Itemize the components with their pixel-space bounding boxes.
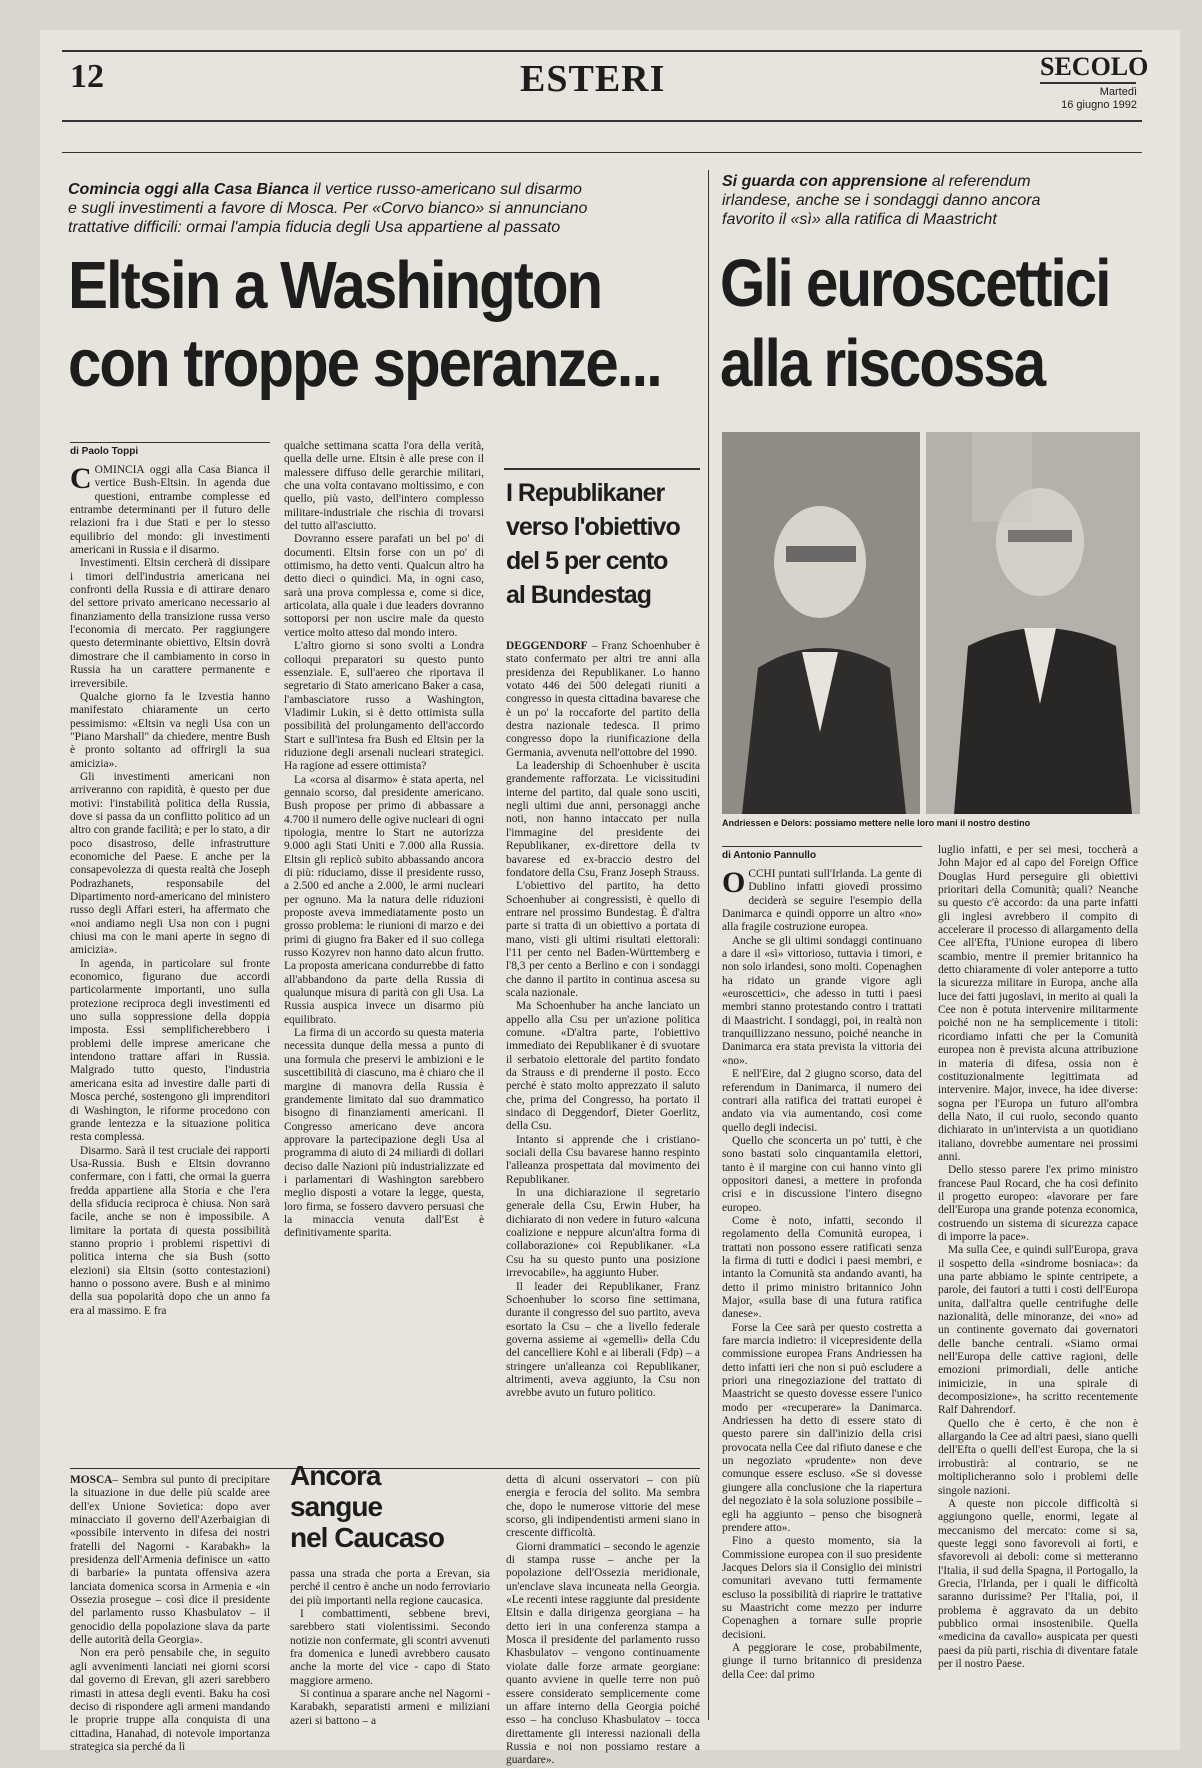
caucaso-headline-line1: Ancora: [290, 1460, 381, 1491]
caucaso-column-2: [290, 1568, 490, 1750]
republikaner-headline: [506, 476, 702, 612]
caucaso-headline: [290, 1460, 490, 1553]
header-top-rule: [62, 50, 1142, 52]
republikaner-body: [506, 640, 700, 1452]
right-byline-rule: [722, 846, 922, 847]
left-col1-p4: In agenda, in particolare sul fronte economico, figurano due accordi particolarmente importanti, uno sulla protezione reciproca degli investimenti ed uno sulla soppressione della doppia imposta. Essi semplificherebbero i problemi delle imprese americane che intendono trattare affari in Russia. Malgrado tutto questo, l'industria americana esita ad investire dalle parti di Mosca perché, sostengono gli imprenditori di Washington, le riforme procedono con grande lentezza e la situazione politica resta complessa.: [70, 957, 270, 1144]
caucaso-headline-line3: nel Caucaso: [290, 1522, 444, 1553]
right-col1-p0: CCHI puntati sull'Irlanda. La gente di Dublino infatti giovedì prossimo deciderà se seguire l'esempio della Danimarca e quindi opporre un altro «no» alla fragile costruzione europea.: [722, 868, 922, 934]
republikaner-p2: L'obiettivo del partito, ha detto Schoenhuber ai congressisti, è quello di entrare nel prossimo Bundestag. È d'altra parte si tratta di un obiettivo a portata di mano, visti gli ultimi risultati elettorali: l'11 per cento nel Baden-Württemberg e l'8,3 per cento a Berlino e con i sondaggi che danno il partito in continua ascesa su scala nazionale.: [506, 880, 700, 999]
right-byline: di Antonio Pannullo: [722, 850, 817, 861]
right-col1-p7: A peggiorare le cose, probabilmente, giunge il turno britannico di presidenza della Cee: dal primo: [722, 1641, 922, 1681]
left-col1-p0: OMINCIA oggi alla Casa Bianca il vertice Bush-Eltsin. In agenda due questioni, entrambe complesse ed entrambe determinanti per il futuro delle relazioni fra i due Stati e per lo stesso equilibrio del mondo: gli investimenti americani in Russia e il disarmo.: [70, 464, 270, 557]
right-drop-cap: O: [722, 866, 746, 899]
republikaner-headline-line1: I Republikaner: [506, 479, 665, 507]
left-col2-p3: La «corsa al disarmo» è stata aperta, nel gennaio scorso, dal presidente americano. Bush propose per primo di abbassare a 4.700 il numero delle ogive nucleari di ogni tipologia, mentre lo Start ne autorizza 9.000 agli Stati Uniti e 7.000 alla Russia. Eltsin gli replicò subito abbassando ancora di più: riduciamo, disse il presidente russo, a 2.500 ed anche a 2.000, le armi nucleari per ognuno. Ma la natura delle riduzioni proposte aveva immediatamente posto un grosso problema: le riunioni di marzo e dei primi di giugno fra Baker ed il suo collega russo Kozyrev non hanno dato alcun frutto. La proposta americana condurrebbe di fatto all'abbandono da parte della Russia di qualunque misura di parità con gli Usa. La Russia auspica invece un disarmo più equilibrato.: [284, 773, 484, 1026]
republikaner-headline-line2: verso l'obiettivo: [506, 513, 680, 541]
right-story-kicker: [722, 172, 1142, 229]
republikaner-p0: – Franz Schoenhuber è stato confermato per altri tre anni alla presidenza dei Republikaner. Lo hanno votato 446 dei 500 delegati riuniti a congresso in questa cittadina bavarese che è un po' la roccaforte del partito della destra nazionale tedesca. Il primo congresso dopo la riunificazione della Germania, avvenuta nell'ottobre del 1990.: [506, 640, 700, 759]
caucaso-col3-p1: Giorni drammatici – secondo le agenzie di stampa russe – anche per la popolazione dell'Ossezia meridionale, un'enclave slava incuneata nella Georgia. «Le recenti intese raggiunte dal presidente Eltsin e dalla dirigenza georgiana – ha detto ieri in una conferenza stampa a Mosca il presidente del parlamento russo Khasbulatov – vengono continuamente violate dalle forze armate georgiane: quanto avviene in quelle terre non può essere considerato semplicemente come un affare interno della Georgia poiché esso – ha concluso Khasbulatov – tocca direttamente gli interessi nazionali della Russia e noi non possiamo restare a guardare».: [506, 1540, 700, 1767]
right-col1-p1: Anche se gli ultimi sondaggi continuano a dare il «sì» vittorioso, tuttavia i timori, e non solo irlandesi, sono molti. Copenaghen ha ridato un grande vigore agli «euroscettici», che adesso in tutti i paesi membri stanno protestando contro i trattati di Maastricht. I sondaggi, poi, in realtà non tranquillizzano nessuno, poiché neanche in Danimarca era stata prevista la vittoria dei «no».: [722, 934, 922, 1067]
left-kicker-line2: e sugli investimenti a favore di Mosca. Per «Corvo bianco» si annunciano: [68, 200, 588, 217]
right-col2-p1: Dello stesso parere l'ex primo ministro francese Paul Rocard, che ha così definito il progetto europeo: «lavorare per fare dell'Europa una grande potenza economica, costruendo un sistema di sicurezza capace di imporre la pace».: [938, 1164, 1138, 1243]
caucaso-col3-p0: detta di alcuni osservatori – con più energia e ferocia del solito. Ma sembra che, dopo le numerose vittorie del mese scorso, gli indipendentisti armeni siano in crescente difficoltà.: [506, 1474, 700, 1540]
issue-full-date: 16 giugno 1992: [1061, 99, 1137, 111]
left-col2-p2: L'altro giorno si sono svolti a Londra colloqui preparatori su questo punto essenziale. E, sull'aereo che riportava il segretario di Stato americano Baker a casa, l'ambasciatore russo a Washington, Vladimir Lukin, si è detto ottimista sulla possibilità del prolungamento dell'accordo Start e sull'intesa fra Bush ed Eltsin per la riduzione degli arsenali nucleari strategici. Ha ragione ad essere ottimista?: [284, 640, 484, 773]
andriessen-delors-photo: [722, 432, 1140, 814]
page-number: 12: [70, 58, 104, 95]
column-divider-main: [708, 170, 709, 1720]
left-byline-rule: [70, 442, 270, 443]
right-col1-p2: E nell'Eire, dal 2 giugno scorso, data del referendum in Danimarca, il numero dei contrari alla ratifica dei trattati europei è andato via via aumentando, così come quello degli indecisi.: [722, 1068, 922, 1134]
photo-illustration: [722, 432, 1140, 814]
right-story-column-2: [938, 844, 1138, 1750]
masthead-underline: [1040, 82, 1136, 84]
left-byline: di Paolo Toppi: [70, 446, 139, 457]
issue-day: Martedì: [1099, 86, 1137, 98]
republikaner-top-rule: [504, 468, 700, 470]
right-kicker-line1: al referendum: [931, 173, 1031, 190]
caucaso-col2-p0: passa una strada che porta a Erevan, sia perché il centro è anche un nodo ferroviario dei più importanti nella regione caucasica.: [290, 1568, 490, 1607]
frame-top-rule: [62, 152, 1142, 153]
left-col2-p0: qualche settimana scatta l'ora della verità, quella delle urne. Eltsin è alle prese con il malessere diffuso delle gerarchie militari, che una volta contavano moltissimo, e con quello, più vasto, dell'intero complesso militare-industriale che rischia di trovarsi del tutto all'asciutto.: [284, 440, 484, 533]
left-headline-line2: con troppe speranze...: [68, 325, 661, 401]
right-col2-p4: A queste non piccole difficoltà si aggiungono quelle, enormi, legate al meccanismo del mercato: come si sa, queste leggi sono favorevoli ai forti, e sfavorevoli ai deboli: come si metteranno l'Italia, il sud della Spagna, il Portogallo, la Grecia, l'Irlanda, per i quali le difficoltà saranno durissime? Per l'Italia, poi, il problema è aggravato da un debito pubblico ormai insostenibile. Quella «medicina da cavallo» auspicata per questi paesi da più parti, rischia di diventare fatale per il nostro Paese.: [938, 1497, 1138, 1670]
section-title: ESTERI: [520, 58, 666, 100]
left-col1-p5: Disarmo. Sarà il test cruciale dei rapporti Usa-Russia. Bush e Eltsin dovranno confermare, con i fatti, che ormai la guerra fredda appartiene alla Storia e che l'era della sfiducia reciproca è chiusa. Non sarà facile, anche se non è impossibile. A limitare la portata di questa possibilità stanno proprio i problemi rispettivi di politica interna che sia Bush (sotto elezioni) sia Eltsin (sotto contestazioni) hanno o possono avere. Bush e al minimo della sua popolarità dopo che un anno fa era al massimo. E fra: [70, 1144, 270, 1317]
left-story-kicker: [68, 180, 638, 237]
caucaso-col2-p2: Si continua a sparare anche nel Nagorni - Karabakh, separatisti armeni e miliziani azeri si battono – a: [290, 1688, 490, 1727]
republikaner-p1: La leadership di Schoenhuber è uscita grandemente rafforzata. Le vicissitudini interne del partito, dal quale sono usciti, negli ultimi due anni, personaggi anche noti, non hanno intaccato per nulla l'immagine del presidente dei Republikaner, ex-direttore della tv bavarese ed ex-braccio destro del fondatore della Csu, Franz Joseph Strauss.: [506, 760, 700, 879]
right-col1-p6: Fino a questo momento, sia la Commissione europea con il suo presidente Jacques Delors sia il Consiglio dei ministri comunitari avevano tutti fermamente escluso la possibilità di riaprire le trattative su Maastricht come mezzo per indurre Copenaghen a tornare sulle proprie decisioni.: [722, 1535, 922, 1641]
right-col2-p2: Ma sulla Cee, e quindi sull'Europa, grava il sospetto della «sindrome bosniaca»: da una parte abbiamo le spinte centripete, a parole, dei fautori a tutti i costi dell'Europa unita, dall'altra quelle centrifughe delle nazionalità, delle minoranze, dei «no» ad un continente governato dai governatori delle banche centrali. «Siamo ormai nell'Europa delle cattive ragioni, delle emozioni primordiali, delle antiche inimicizie, in una spirale di decomposizione», ha scritto recentemente Ralf Dahrendorf.: [938, 1244, 1138, 1417]
left-drop-cap: C: [70, 462, 92, 495]
left-story-column-2: [284, 440, 484, 1464]
right-headline-line1: Gli euroscettici: [720, 245, 1110, 321]
republikaner-p4: Intanto si apprende che i cristiano-sociali della Csu bavarese hanno respinto l'alleanza prospettata dal movimento dei Republikaner.: [506, 1133, 700, 1186]
right-col2-p0: luglio infatti, e per sei mesi, toccherà a John Major ed al capo del Foreign Office Douglas Hurd perseguire gli obiettivi prioritari della Comunità; quali? Neanche su questo c'è accordo: da una parte infatti gli inglesi avrebbero il compito di accelerare il processo di allargamento della Cee all'Efta, l'Unione europea di libero scambio, mentre il premier britannico ha detto chiaramente di voler anteporre a tutto la sicurezza militare in Europa, anche alla luce dei fatti jugoslavi, in merito ai quali la Cee non è potuta intervenire militarmente poiché non ne ha semplicemente i titoli: ricordiamo infatti che per la Comunità europea non è prevista alcuna attribuzione in materia di difesa, ossia non è costituzionalmente legittimata ad intervenire. Major, invece, ha idee diverse: sogna per l'Europa un futuro all'ombra della Nato, il cui ruolo, secondo quanto dichiarato in un'intervista a un quotidiano italiano, dovrebbe aumentare nei prossimi anni.: [938, 844, 1138, 1163]
left-col1-p1: Investimenti. Eltsin cercherà di dissipare i timori dell'industria americana nei confronti della Russia e di attirare denaro del settore privato americano necessario al finanziamento della transizione russa verso l'economia di mercato. Per raggiungere questo determinante obiettivo, Eltsin dovrà dimostrare che il cambiamento in corso in Russia ha un carattere permanente e irreversibile.: [70, 557, 270, 690]
right-story-column-1: [722, 868, 922, 1750]
caucaso-col1-p0: – Sembra sul punto di precipitare la situazione in due delle più scalde aree dell'ex Unione Sovietica: dopo aver minacciato il governo dell'Azerbaigian di «possibile intervento in difesa dei nostri fratelli del Nagorni - Karabakh» la presidenza dell'Armenia definisce un «atto di barbarie» la puntata offensiva azera lanciata domenica scorsa in Armenia e «in Ossezia prosegue – così dice il presidente del parlamento russo Khasbulatov – il genocidio della popolazione slava da parte delle autorità della Georgia».: [70, 1474, 270, 1647]
issue-date: [1040, 86, 1137, 112]
masthead: SECOLO: [1040, 52, 1149, 81]
caucaso-column-1: [70, 1474, 270, 1753]
right-col1-p4: Come è noto, infatti, secondo il regolamento della Comunità europea, i trattati non possono essere ratificati senza la firma di tutti e dodici i paesi membri, e intanto la Comunità sta andando avanti, ha detto il primo ministro britannico John Major, «sulla base di una futura ratifica danese».: [722, 1214, 922, 1321]
caucaso-col1-p1: Non era però pensabile che, in seguito agli avvenimenti lanciati nei giorni scorsi dal governo di Erevan, gli azeri sarebbero rimasti in attesa degli eventi. Baku ha così deciso di rispondere agli armeni mandando le proprie truppe alla conquista di una cittadina, Hanahad, di notevole importanza strategica sia perché da lì: [70, 1647, 270, 1753]
republikaner-p3: Ma Schoenhuber ha anche lanciato un appello alla Csu per un'azione politica comune. «D'altra parte, l'obiettivo immediato dei Republikaner è di svuotare il serbatoio elettorale del partito fondato da Strauss e di prenderne il posto. Ecco perché è stato molto apprezzato il saluto che, prima del Congresso, ha portato il sindaco di Deggendorf, Dieter Goerlitz, della Csu.: [506, 1000, 700, 1133]
caucaso-headline-line2: sangue: [290, 1491, 383, 1522]
right-kicker-line3: favorito il «sì» alla ratifica di Maastricht: [722, 211, 997, 228]
republikaner-headline-line4: al Bundestag: [506, 581, 651, 609]
left-story-column-1: [70, 464, 270, 1464]
republikaner-headline-line3: del 5 per cento: [506, 547, 668, 575]
left-headline-line1: Eltsin a Washington: [68, 247, 602, 323]
republikaner-p6: Il leader dei Republikaner, Franz Schoenhuber lo scorso fine settimana, durante il congresso del suo partito, aveva esortato la Csu – che a livello federale governa assieme ai «gemelli» della Cdu del cancelliere Kohl e ai liberali (Fdp) – a stringere un'alleanza coi Republikaner, altrimenti, aveva aggiunto, la Csu non avrebbe avuto un futuro politico.: [506, 1280, 700, 1400]
caucaso-dateline: MOSCA: [70, 1474, 113, 1486]
right-col2-p3: Quello che è certo, è che non è allargando la Cee ad altri paesi, siano quelli dell'Efta o quelli dell'est Europa, che la si irrobustirà: al contrario, se ne moltiplicheranno solo i problemi delle singole nazioni.: [938, 1417, 1138, 1497]
header-bottom-rule: [62, 120, 1142, 122]
left-kicker-line3: trattative difficili: ormai l'ampia fiducia degli Usa appartiene al passato: [68, 219, 561, 236]
right-headline-line2: alla riscossa: [720, 325, 1045, 401]
right-col1-p5: Forse la Cee sarà per questo costretta a fare marcia indietro: il vicepresidente della commissione europea Frans Andriessen ha detto infatti ieri che non si può escludere a priori una rinegoziazione del trattato di Maastricht se questo dovesse essere l'unico modo per «recuperare» la Danimarca. Andriessen ha detto di essere stato di questo parere sin dall'inizio della crisi provocata nella Cee dal rifiuto danese e che un negoziato «prudente» non deve comunque essere escluso. «Se si dovesse giungere alla conclusione che la riapertura del negoziato è la sola soluzione possibile – egli ha aggiunto – penso che bisognerà prendere atto».: [722, 1321, 922, 1534]
right-col1-p3: Quello che sconcerta un po' tutti, è che sono bastati solo cinquantamila elettori, tanto è il margine con cui hanno vinto gli oppositori danesi, a mettere in profonda crisi e in discussione l'intero disegno europeo.: [722, 1134, 922, 1214]
photo-caption: Andriessen e Delors: possiamo mettere nelle loro mani il nostro destino: [722, 818, 1031, 828]
right-kicker-line2: irlandese, anche se i sondaggi danno ancora: [722, 192, 1041, 209]
left-kicker-line1: il vertice russo-americano sul disarmo: [313, 181, 582, 198]
republikaner-p5: In una dichiarazione il segretario generale della Csu, Erwin Huber, ha dichiarato di non vedere in futuro «alcuna coalizione e neppure alcun'altra forma di collaborazione» coi Republikaner. «La Csu ha su questo punto una posizione irrevocabile», ha aggiunto Huber.: [506, 1187, 700, 1280]
right-kicker-bold: Si guarda con apprensione: [722, 173, 928, 190]
republikaner-dateline: DEGGENDORF: [506, 640, 588, 652]
left-col1-p2: Qualche giorno fa le Izvestia hanno manifestato chiaramente un certo pessimismo: «Eltsin va negli Usa con un "Piano Marshall" da chiedere, mentre Bush è pronto soltanto ad offrirgli la sua amicizia».: [70, 690, 270, 770]
caucaso-col2-p1: I combattimenti, sebbene brevi, sarebbero stati violentissimi. Secondo notizie non confermate, gli scontri avvenuti fra domenica e lunedì avrebbero causato anche la morte del vice - capo di Stato maggiore armeno.: [290, 1608, 490, 1687]
left-col1-p3: Gli investimenti americani non arriveranno con rapidità, è questo per due motivi: l'instabilità politica della Russia, dove si passa da un conflitto politico ad un altro con grande facilità; e per lo stato, a dir poco disastroso, delle infrastrutture economiche del Paese. E anche per la consapevolezza di questa realtà che Joseph Podrazhanets, responsabile del Dipartimento nord-americano del ministero russo degli Affari esteri, ha affermato che «noi andiamo negli Usa non con i pugni chiusi ma con le mani aperte in segno di amicizia».: [70, 770, 270, 957]
left-col2-p1: Dovranno essere parafati un bel po' di documenti. Eltsin forse con un po' di ottimismo, ha detto venti. Qualcun altro ha detto dieci o quindici. Ma, in ogni caso, sarà una prova complessa e, come si dice, articolata, alla quale i due leaders dovranno sottoporsi per non uscire male da questo vertice molto atteso dal mondo intero.: [284, 533, 484, 639]
left-col2-p4: La firma di un accordo su questa materia necessita dunque della messa a punto di una formula che preservi le ambizioni e le suscettibilità di ciascuno, ma è chiaro che il margine di manovra della Russia è grandemente limitato dal suo drammatico bisogno di finanziamenti americani. Il Congresso americano deve ancora approvare la partecipazione degli Usa al programma di aiuto di 24 miliardi di dollari deciso dalle Nazioni più industrializzate ed i parlamentari di Washington sarebbero meglio disposti a votare la legge, questa, loro firma, se fossero davvero persuasi che la minaccia venuta dall'Est è definitivamente sparita.: [284, 1027, 484, 1240]
left-kicker-bold: Comincia oggi alla Casa Bianca: [68, 181, 309, 198]
caucaso-column-3: [506, 1474, 700, 1767]
